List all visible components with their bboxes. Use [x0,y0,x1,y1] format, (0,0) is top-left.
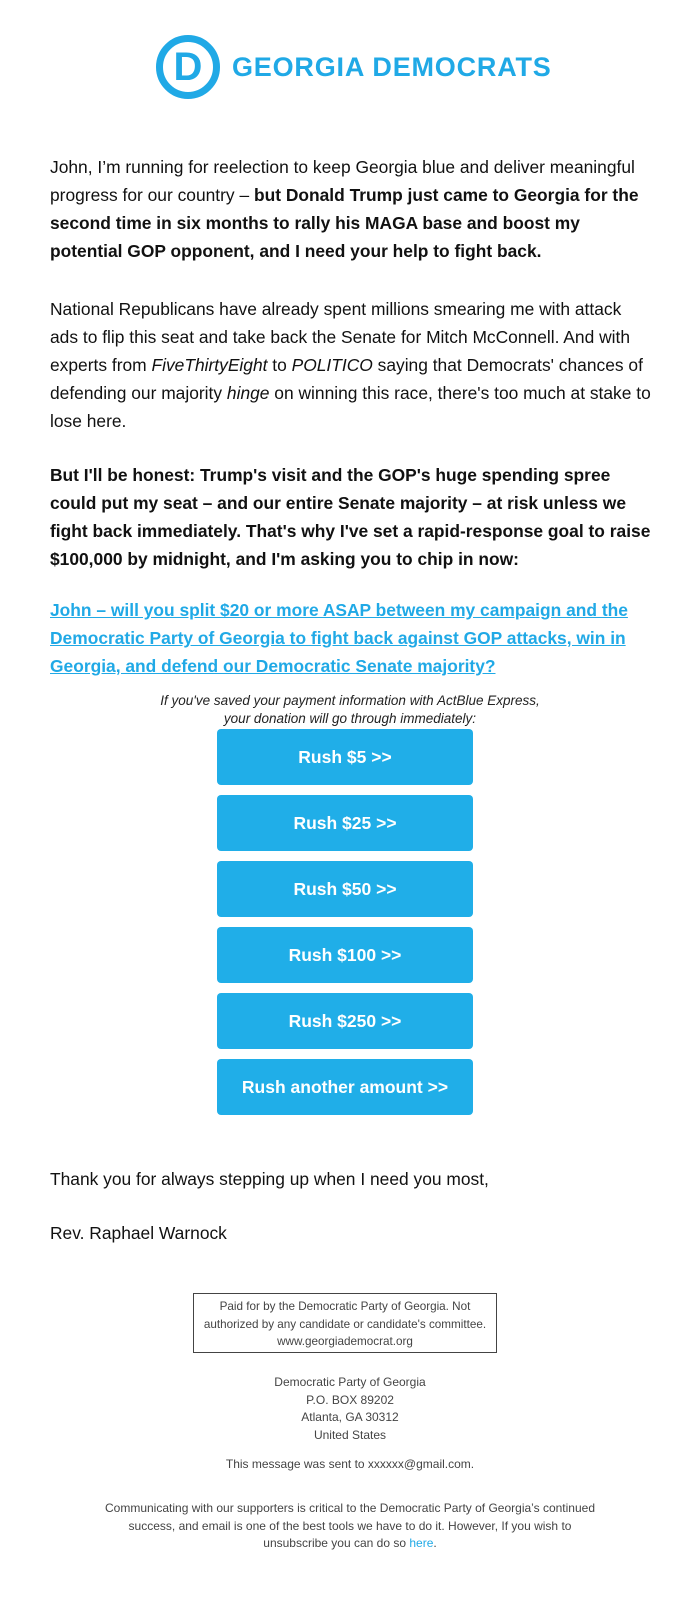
logo-circle-icon [156,35,220,99]
closing-text: Thank you for always stepping up when I need you most, [50,1169,489,1189]
footer-text: Communicating with our supporters is critical to the Democratic Party of Georgia’s continued success, and email is one of the best tools we have to do it. However, If you wish to unsubscribe you can do so [105,1501,595,1550]
recipient-email: xxxxxx@gmail.com [367,1457,471,1471]
header-logo[interactable] [0,34,700,100]
address-country: United States [313,1427,387,1442]
honest-bold-text: But I'll be honest: Trump's visit and the GOP's huge spending spree could put my seat – and our entire Senate majority – at risk unless we fight back immediately. That's why I've set a rapid-response goal to raise $100,000 by midnight, and I'm asking you to chip in now: [50,465,651,569]
text-segment: National Republicans have already spent millions smearing me with attack ads to flip this seat and take back the Senate for Mitch McConnell. And with experts from [50,299,631,375]
address-po-box: P.O. BOX 89202 [306,1392,394,1407]
rush-25-button[interactable]: Rush $25 >> [217,795,473,851]
politico-text: POLITICO [291,355,373,375]
address-city: Atlanta, GA 30312 [301,1410,399,1424]
text-segment: saying that Democrats' chances of defending our majority [50,355,643,403]
rush-100-button[interactable]: Rush $100 >> [217,927,473,983]
disclaimer-line: Paid for by the Democratic Party of Georgia. Not [219,1300,471,1313]
text-segment: on winning this race, there's too much at stake to lose here. [50,383,651,431]
fivethirtyeight-text: FiveThirtyEight [151,355,268,375]
express-note-line: your donation will go through immediately: [223,711,477,726]
mailing-address [0,1374,700,1444]
paid-for-disclaimer [193,1293,497,1353]
actblue-express-note [0,692,700,728]
ask-paragraph [50,596,652,680]
unsubscribe-link[interactable]: here [409,1536,434,1550]
text-segment: to [267,355,292,375]
logo-letter: D [173,45,203,89]
rush-50-button[interactable]: Rush $50 >> [217,861,473,917]
signature: Rev. Raphael Warnock [50,1223,227,1243]
rush-another-amount-button[interactable]: Rush another amount >> [217,1059,473,1115]
honest-paragraph [50,461,652,573]
intro-text: John, I’m running for reelection to keep Georgia blue and deliver meaningful progress for our country – [50,157,635,205]
disclaimer-line: authorized by any candidate or candidate's committee. [203,1317,487,1331]
address-org: Democratic Party of Georgia [274,1375,426,1389]
donate-ask-link[interactable]: John – will you split $20 or more ASAP between my campaign and the Democratic Party of Georgia to fight back against GOP attacks, win in Georgia, and defend our Democratic Senate majority? [50,600,628,676]
express-note-line: If you've saved your payment information with ActBlue Express, [160,693,540,708]
rush-250-button[interactable]: Rush $250 >> [217,993,473,1049]
republicans-paragraph [50,295,652,435]
intro-bold-text: but Donald Trump just came to Georgia for the second time in six months to rally his MAGA base and boost my potential GOP opponent, and I need your help to fight back. [50,185,639,261]
disclaimer-website: www.georgiademocrat.org [277,1335,413,1348]
sent-to-text: This message was sent to [225,1457,368,1471]
sent-to-notice [0,1456,700,1474]
hinge-text: hinge [226,383,270,403]
footer-end: . [433,1536,437,1550]
rush-5-button[interactable]: Rush $5 >> [217,729,473,785]
unsubscribe-notice [95,1500,605,1553]
sent-to-end: . [470,1457,475,1471]
logo-text: GEORGIA DEMOCRATS [232,52,552,82]
intro-paragraph [50,153,652,265]
